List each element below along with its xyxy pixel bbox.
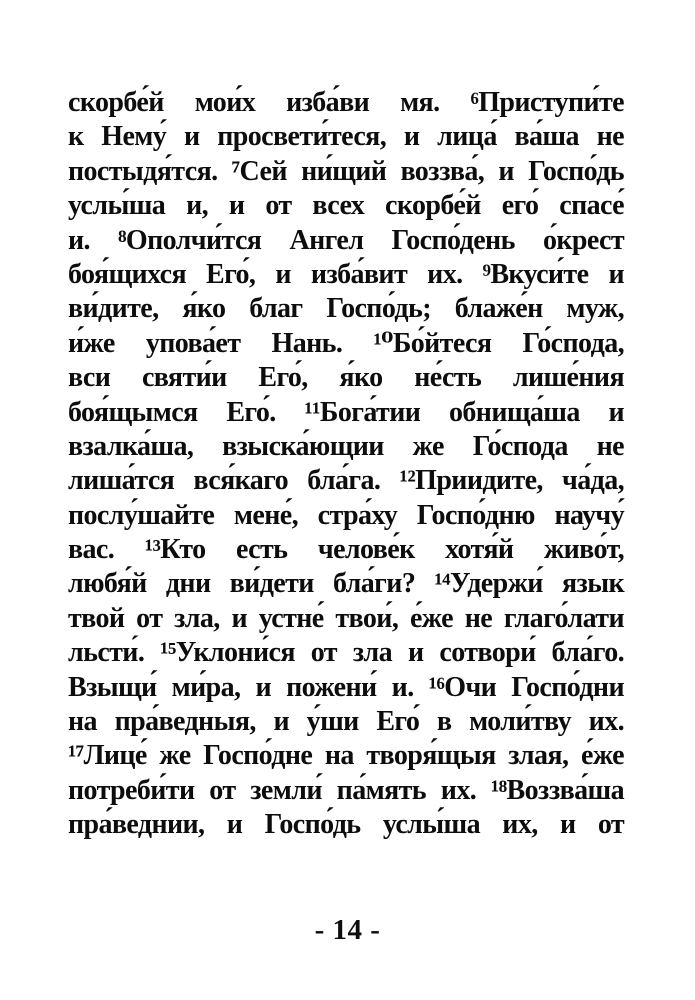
text-line: взалка́ша, взыска́ющии же Го́спода не [68,430,624,462]
text-line: боя́щымся Его́. ¹¹Бога́тии обнища́ша и [68,396,624,428]
psalm-text [68,86,624,843]
text-line: потреби́ти от земли́ па́мять их. ¹⁸Воззва́ша [68,774,624,806]
text-line: пра́веднии, и Госпо́дь услы́ша их, и от [68,809,624,841]
text-line: твой от зла, и устне́ твои́, е́же не глаго́лати [68,602,624,634]
text-line: вас. ¹³Кто есть челове́к хотя́й живо́т, [68,534,624,566]
page-number: - 14 - [314,914,381,946]
text-line: и́же упова́ет Нань. ¹⁰Бо́йтеся Го́спода, [68,327,624,359]
text-line: вси святи́и Его́, я́ко не́сть лише́ния [68,362,624,394]
text-line: послу́шайте мене́, стра́ху Госпо́дню научу́ [68,499,624,531]
text-line: услы́ша и, и от всех скорбе́й его́ спасе́ [68,190,624,222]
text-line: к Нему́ и просвети́теся, и лица́ ва́ша не [68,121,624,153]
text-line: на пра́ведныя, и у́ши Его́ в моли́тву их. [68,706,624,738]
text-line: ви́дите, я́ко благ Госпо́дь; блаже́н муж, [68,293,624,325]
text-line: любя́й дни ви́дети бла́ги? ¹⁴Удержи́ язык [68,568,624,600]
text-line: постыдя́тся. ⁷Сей ни́щий воззва́, и Госпо́дь [68,155,624,187]
text-line: Взыщи́ ми́ра, и пожени́ и. ¹⁶Очи Госпо́дни [68,671,624,703]
text-line: льсти́. ¹⁵Уклони́ся от зла и сотвори́ бла́го. [68,637,624,669]
text-line: лиша́тся вся́каго бла́га. ¹²Приидите, ча́да, [68,465,624,497]
text-line: и. ⁸Ополчи́тся Ангел Госпо́день о́крест [68,224,624,256]
text-line: ¹⁷Лице́ же Госпо́дне на творя́щыя злая, е́же [68,740,624,772]
text-line: боя́щихся Его́, и изба́вит их. ⁹Вкуси́те и [68,258,624,290]
text-line: скорбе́й мои́х изба́ви мя. ⁶Приступи́те [68,87,624,118]
